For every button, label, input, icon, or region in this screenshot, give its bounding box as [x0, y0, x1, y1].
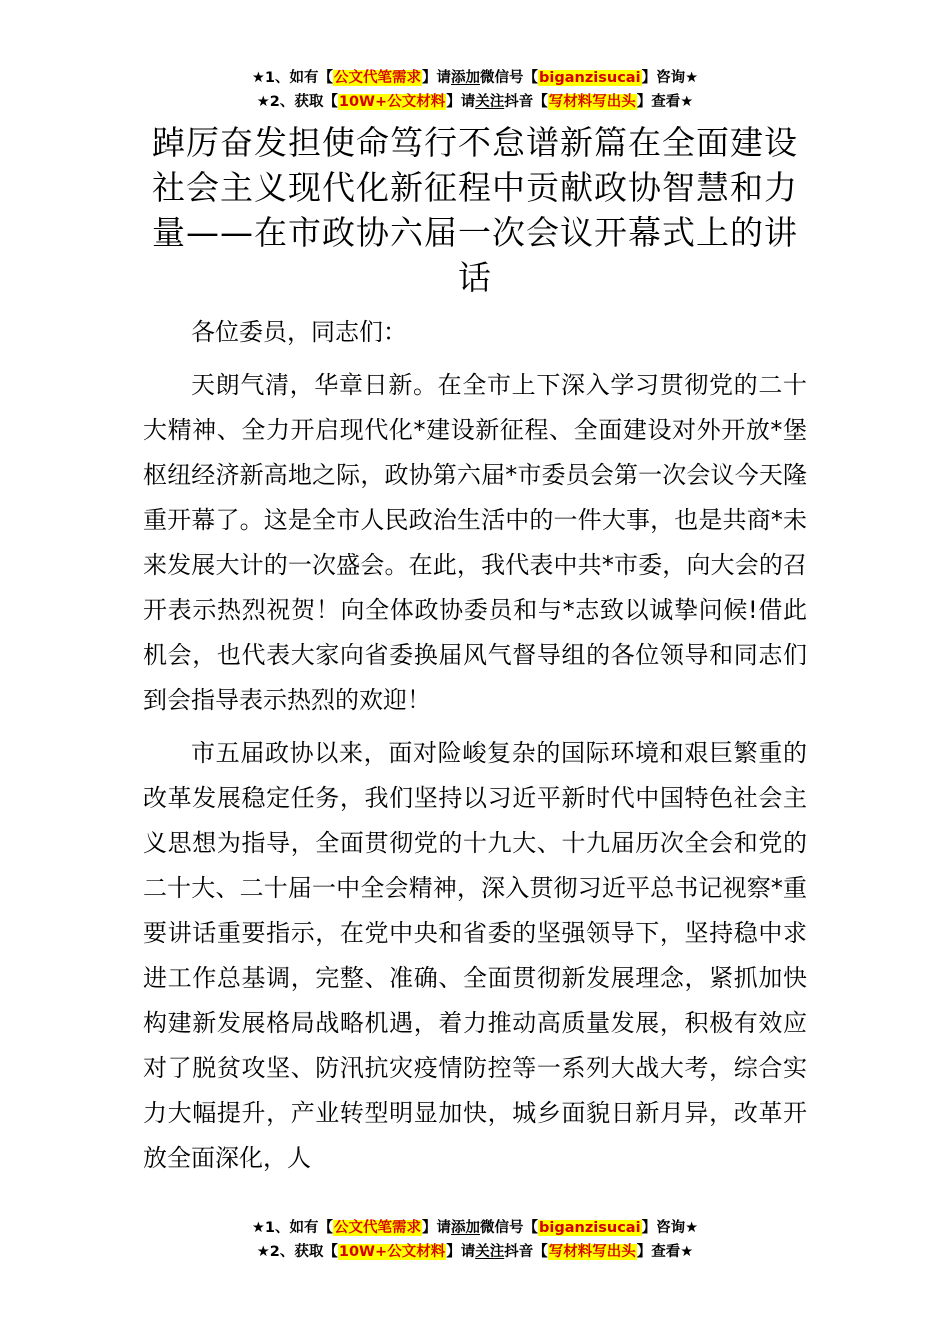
promo-text: ★2、获取【	[256, 1244, 338, 1260]
promo-highlight: 公文代笔需求	[334, 1220, 422, 1236]
promo-text: 】请	[422, 1220, 452, 1236]
promo-text: ★1、如有【	[251, 1220, 334, 1236]
promo-text: 抖音【	[504, 94, 548, 110]
salutation: 各位委员，同志们：	[191, 318, 407, 346]
body-paragraph: 市五届政协以来，面对险峻复杂的国际环境和艰巨繁重的改革发展稳定任务，我们坚持以习近平新时代中国特色社会主义思想为指导，全面贯彻党的十九大、十九届历次全会和党的二十大、二十届一中全会精神，深入贯彻习近平总书记视察*重要讲话重要指示，在党中央和省委的坚强领导下，坚持稳中求进工作总基调，完整、准确、全面贯彻新发展理念，紧抓加快构建新发展格局战略机遇，着力推动高质量发展，积极有效应对了脱贫攻坚、防汛抗灾疫情防控等一系列大战大考，综合实力大幅提升，产业转型明显加快，城乡面貌日新月异，改革开放全面深化，人	[143, 739, 807, 1172]
promo-text: ★2、获取【	[256, 94, 338, 110]
promo-text: 】查看★	[636, 1244, 694, 1260]
promo-text: 】咨询★	[641, 1220, 699, 1236]
promo-text: 微信号【	[480, 1220, 539, 1236]
promo-text: 抖音【	[504, 1244, 548, 1260]
promo-text: 】请	[422, 70, 452, 86]
promo-text: ★1、如有【	[251, 70, 334, 86]
promo-text: 】查看★	[636, 94, 694, 110]
promo-highlight: 10W+公文材料	[338, 1244, 446, 1260]
promo-highlight: 写材料写出头	[548, 1244, 636, 1260]
promo-text: 】请	[446, 1244, 476, 1260]
promo-line-2	[0, 1240, 950, 1264]
promo-line-1	[0, 1216, 950, 1240]
bottom-promo-banner	[0, 1216, 950, 1264]
promo-highlight: 公文代笔需求	[334, 70, 422, 86]
promo-text: 】请	[446, 94, 476, 110]
promo-underlined: 关注	[475, 1244, 505, 1260]
promo-highlight: biganzisucai	[539, 70, 641, 86]
promo-underlined: 添加	[451, 70, 481, 86]
document-title: 踔厉奋发担使命笃行不怠谱新篇在全面建设社会主义现代化新征程中贡献政协智慧和力量——在市政协六届一次会议开幕式上的讲话	[152, 123, 798, 297]
document-body	[143, 310, 807, 1189]
body-paragraph: 天朗气清，华章日新。在全市上下深入学习贯彻党的二十大精神、全力开启现代化*建设新征程、全面建设对外开放*堡枢纽经济新高地之际，政协第六届*市委员会第一次会议今天隆重开幕了。这是全市人民政治生活中的一件大事，也是共商*未来发展大计的一次盛会。在此，我代表中共*市委，向大会的召开表示热烈祝贺！向全体政协委员和与*志致以诚挚问候!借此机会，也代表大家向省委换届风气督导组的各位领导和同志们到会指导表示热烈的欢迎！	[143, 371, 807, 714]
promo-highlight: 写材料写出头	[548, 94, 636, 110]
promo-line-2	[0, 90, 950, 114]
promo-text: 微信号【	[480, 70, 539, 86]
promo-underlined: 关注	[475, 94, 505, 110]
promo-highlight: biganzisucai	[539, 1220, 641, 1236]
top-promo-banner	[0, 66, 950, 114]
promo-underlined: 添加	[451, 1220, 481, 1236]
promo-text: 】咨询★	[641, 70, 699, 86]
promo-line-1	[0, 66, 950, 90]
promo-highlight: 10W+公文材料	[338, 94, 446, 110]
